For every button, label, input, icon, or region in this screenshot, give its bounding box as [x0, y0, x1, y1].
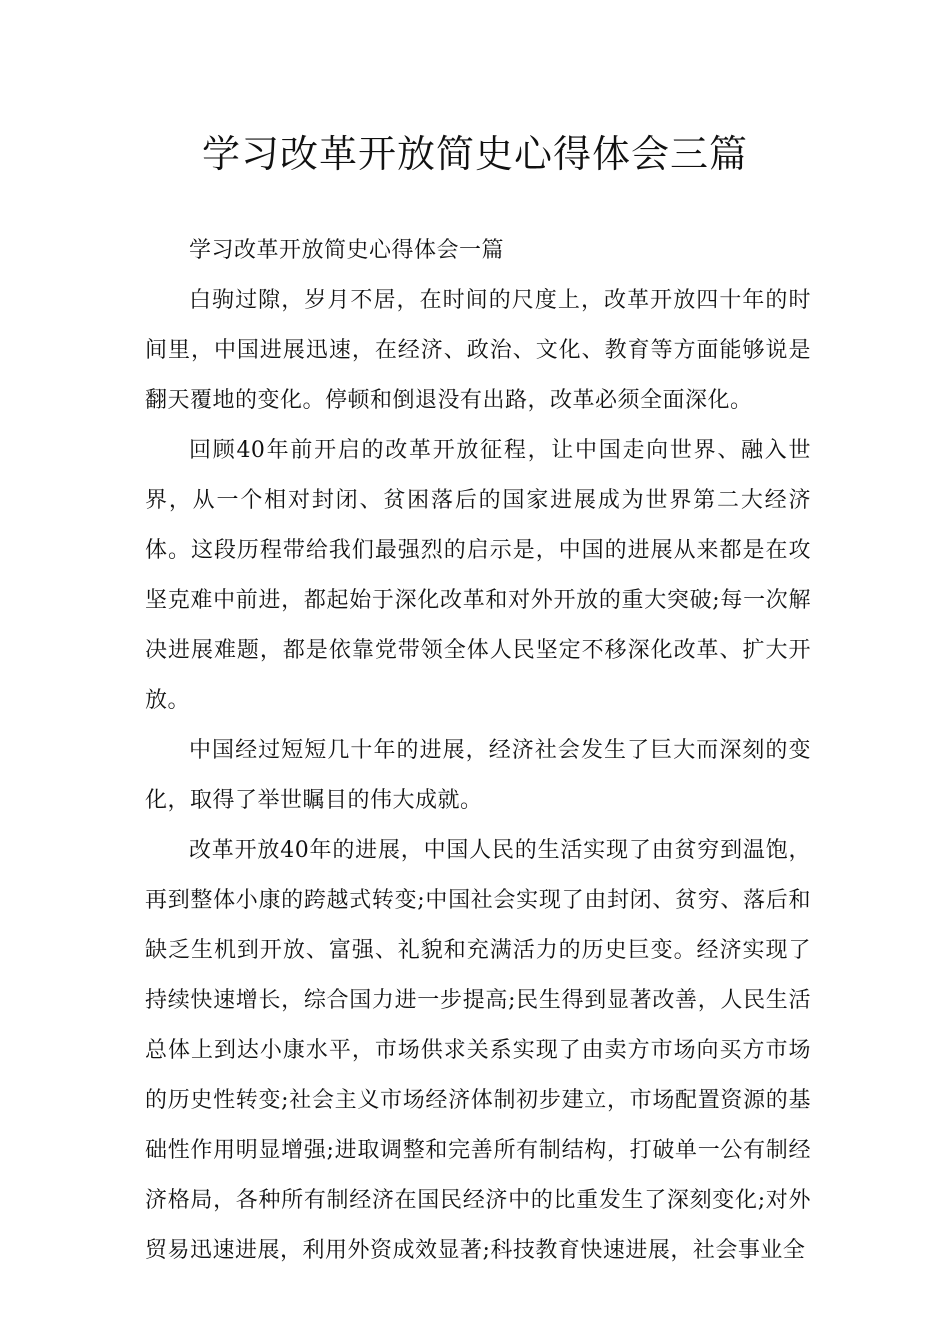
paragraph-2: 回顾40年前开启的改革开放征程，让中国走向世界、融入世界，从一个相对封闭、贫困落后的国家进展成为世界第二大经济体。这段历程带给我们最强烈的启示是，中国的进展从来都是在攻坚克难中前进，都起始于深化改革和对外开放的重大突破;每一次解决进展难题，都是依靠党带领全体人民坚定不移深化改革、扩大开放。 [145, 438, 811, 713]
section-heading: 学习改革开放简史心得体会一篇 [189, 238, 505, 263]
paragraph-4: 改革开放40年的进展，中国人民的生活实现了由贫穷到温饱，再到整体小康的跨越式转变;中国社会实现了由封闭、贫穷、落后和缺乏生机到开放、富强、礼貌和充满活力的历史巨变。经济实现了持续快速增长，综合国力进一步提高;民生得到显著改善，人民生活总体上到达小康水平，市场供求关系实现了由卖方市场向买方市场的历史性转变;社会主义市场经济体制初步建立，市场配置资源的基础性作用明显增强;进取调整和完善所有制结构，打破单一公有制经济格局，各种所有制经济在国民经济中的比重发生了深刻变化;对外贸易迅速进展，利用外资成效显著;科技教育快速进展，社会事业全 [145, 838, 811, 1263]
document-title: 学习改革开放简史心得体会三篇 [201, 132, 748, 176]
document-body [145, 226, 811, 1276]
paragraph-3: 中国经过短短几十年的进展，经济社会发生了巨大而深刻的变化，取得了举世瞩目的伟大成就。 [145, 738, 811, 813]
paragraph-1: 白驹过隙，岁月不居，在时间的尺度上，改革开放四十年的时间里，中国进展迅速，在经济、政治、文化、教育等方面能够说是翻天覆地的变化。停顿和倒退没有出路，改革必须全面深化。 [145, 288, 811, 413]
